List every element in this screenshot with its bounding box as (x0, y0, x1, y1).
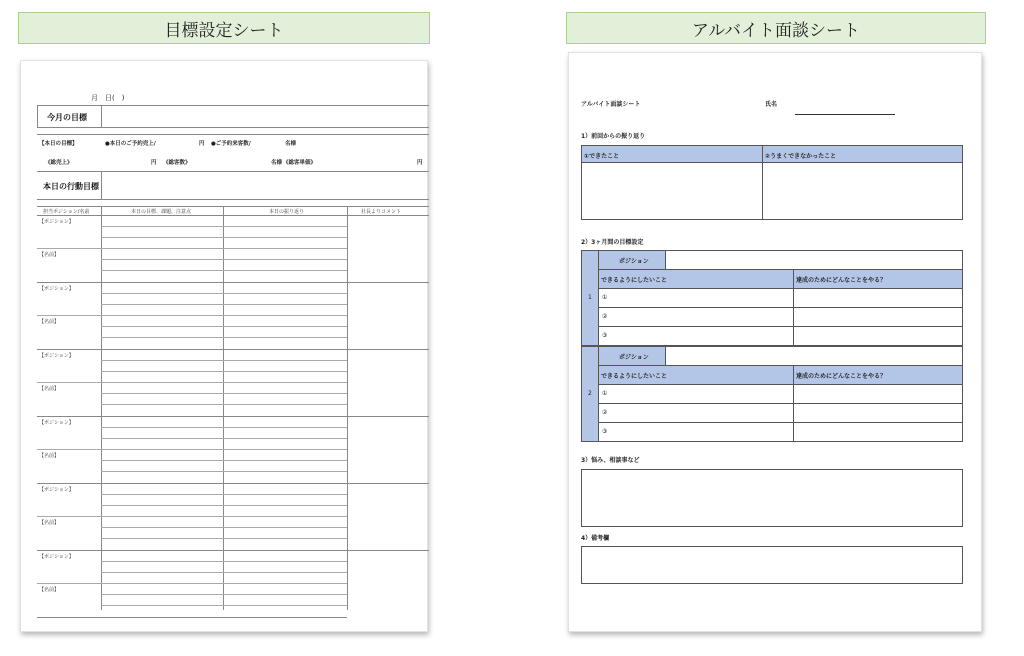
item-mark: ② (602, 313, 608, 320)
s1-col2-text: ②うまくできなかったこと (765, 153, 837, 160)
people-unit: 名様 (285, 141, 297, 147)
position-label: 【ポジション】 (39, 219, 74, 225)
avg-price-label: 《総客単価》 (283, 160, 317, 166)
row-divider (101, 393, 347, 394)
position-label: 【ポジション】 (39, 487, 74, 493)
yen-unit: 円 (151, 160, 157, 166)
goal-input[interactable] (598, 307, 794, 327)
divider (37, 199, 429, 200)
position-input[interactable] (665, 250, 963, 270)
want-text: できるようにしたいこと (601, 277, 668, 284)
row-divider (101, 471, 347, 472)
action-header (793, 269, 963, 289)
position-label: 【ポジション】 (39, 554, 74, 560)
row-divider (101, 516, 347, 517)
people-unit: 名様 (271, 160, 283, 166)
row-divider (101, 583, 347, 584)
action-input[interactable] (793, 422, 963, 442)
date-month: 月 (91, 94, 98, 102)
monthly-goal-label: 今月の目標 (47, 113, 87, 122)
left-sheet-title-text: 目標設定シート (164, 20, 284, 41)
divider (37, 127, 429, 128)
col-header-comment: 社長よりコメント (361, 209, 402, 215)
row-divider (101, 494, 347, 495)
action-header (793, 365, 963, 385)
row-divider (101, 427, 347, 428)
s1-col1-input[interactable] (581, 162, 763, 220)
block-divider (37, 550, 429, 551)
section-3-title: 3）悩み、相談事など (581, 457, 640, 464)
concerns-input[interactable] (581, 469, 963, 527)
name-label: 【名前】 (39, 386, 60, 392)
name-label: 【名前】 (39, 252, 60, 258)
row-divider (101, 572, 347, 573)
name-label: 氏名 (765, 101, 778, 108)
position-header (598, 250, 666, 270)
action-input[interactable] (793, 307, 963, 327)
row-divider (37, 449, 101, 450)
row-divider (101, 594, 347, 595)
reserved-guests-label: ●ご予約来客数/ (211, 141, 251, 147)
name-label: 【名前】 (39, 453, 60, 459)
block-divider (37, 617, 347, 618)
today-goal-label: 【本日の目標】 (39, 141, 78, 147)
part-time-interview-sheet (568, 52, 982, 632)
position-input[interactable] (665, 346, 963, 366)
section-4-title: 4）備考欄 (581, 535, 610, 542)
group-number-cell (581, 346, 599, 442)
row-divider (101, 259, 347, 260)
divider (37, 105, 429, 106)
goal-input[interactable] (598, 326, 794, 346)
yen-unit: 円 (199, 141, 205, 147)
position-label: 【ポジション】 (39, 353, 74, 359)
name-label: 【名前】 (39, 520, 60, 526)
left-sheet-title (18, 12, 430, 44)
row-divider (101, 605, 347, 606)
action-input[interactable] (793, 288, 963, 308)
action-input[interactable] (793, 384, 963, 404)
goal-input[interactable] (598, 422, 794, 442)
right-sheet-title (566, 12, 986, 44)
s1-col2-input[interactable] (762, 162, 963, 220)
group-number: 2 (588, 390, 592, 397)
row-divider (101, 293, 347, 294)
row-divider (101, 527, 347, 528)
section-2-title: 2）3ヶ月間の目標設定 (581, 239, 644, 246)
row-divider (101, 270, 347, 271)
action-text: 達成のためにどんなことをやる？ (796, 373, 887, 380)
block-divider (37, 282, 429, 283)
position-header (598, 346, 666, 366)
divider (37, 206, 429, 207)
goal-input[interactable] (598, 403, 794, 423)
row-divider (101, 326, 347, 327)
block-divider (37, 416, 429, 417)
block-divider (37, 349, 429, 350)
row-divider (37, 516, 101, 517)
item-mark: ③ (602, 428, 608, 435)
want-header (598, 269, 794, 289)
goal-input[interactable] (598, 288, 794, 308)
position-label: 【ポジション】 (39, 286, 74, 292)
name-label: 【名前】 (39, 319, 60, 325)
row-divider (101, 226, 347, 227)
row-divider (101, 304, 347, 305)
remarks-input[interactable] (581, 546, 963, 584)
item-mark: ① (602, 294, 608, 301)
divider (37, 215, 429, 216)
row-divider (101, 248, 347, 249)
divider (37, 105, 38, 127)
total-sales-label: 《総売上》 (45, 160, 73, 166)
row-divider (101, 315, 347, 316)
row-divider (101, 438, 347, 439)
reserved-sales-label: ●本日のご予約売上/ (105, 141, 156, 147)
group-number: 1 (588, 294, 592, 301)
name-underline (795, 114, 895, 115)
row-divider (101, 561, 347, 562)
position-text: ポジション (619, 354, 649, 361)
divider (101, 105, 102, 127)
s1-col1-text: ①できたこと (584, 153, 620, 160)
col-header-goals: 本日の目標、課題、注意点 (131, 209, 192, 215)
s1-col1-header (581, 145, 763, 163)
position-text: ポジション (619, 258, 649, 265)
row-divider (101, 371, 347, 372)
action-goal-label: 本日の行動目標 (43, 182, 99, 191)
row-divider (101, 404, 347, 405)
item-mark: ② (602, 409, 608, 416)
yen-unit: 円 (417, 160, 423, 166)
row-divider (37, 382, 101, 383)
row-divider (101, 505, 347, 506)
sheet-title: アルバイト面談シート (581, 101, 641, 108)
row-divider (37, 583, 101, 584)
row-divider (37, 315, 101, 316)
position-label: 【ポジション】 (39, 420, 74, 426)
divider (101, 171, 102, 199)
total-guests-label: 《総客数》 (163, 160, 191, 166)
row-divider (101, 538, 347, 539)
row-divider (101, 237, 347, 238)
goal-input[interactable] (598, 384, 794, 404)
date-day: 日( ) (105, 94, 125, 102)
action-input[interactable] (793, 326, 963, 346)
row-divider (101, 449, 347, 450)
want-text: できるようにしたいこと (601, 373, 668, 380)
item-mark: ③ (602, 332, 608, 339)
action-input[interactable] (793, 403, 963, 423)
row-divider (37, 248, 101, 249)
divider (37, 171, 429, 172)
section-1-title: 1）前回からの振り返り (581, 133, 646, 140)
name-label: 【名前】 (39, 587, 60, 593)
item-mark: ① (602, 390, 608, 397)
row-divider (101, 382, 347, 383)
col-header-position: 担当ポジション/名前 (43, 209, 90, 215)
action-text: 達成のためにどんなことをやる？ (796, 277, 887, 284)
goal-setting-sheet (20, 60, 428, 632)
col-header-review: 本日の振り返り (269, 209, 305, 215)
row-divider (101, 360, 347, 361)
block-divider (37, 483, 429, 484)
s1-col2-header (762, 145, 963, 163)
row-divider (101, 460, 347, 461)
group-number-cell (581, 250, 599, 346)
right-sheet-title-text: アルバイト面談シート (691, 20, 861, 41)
divider (37, 134, 429, 135)
row-divider (101, 337, 347, 338)
want-header (598, 365, 794, 385)
